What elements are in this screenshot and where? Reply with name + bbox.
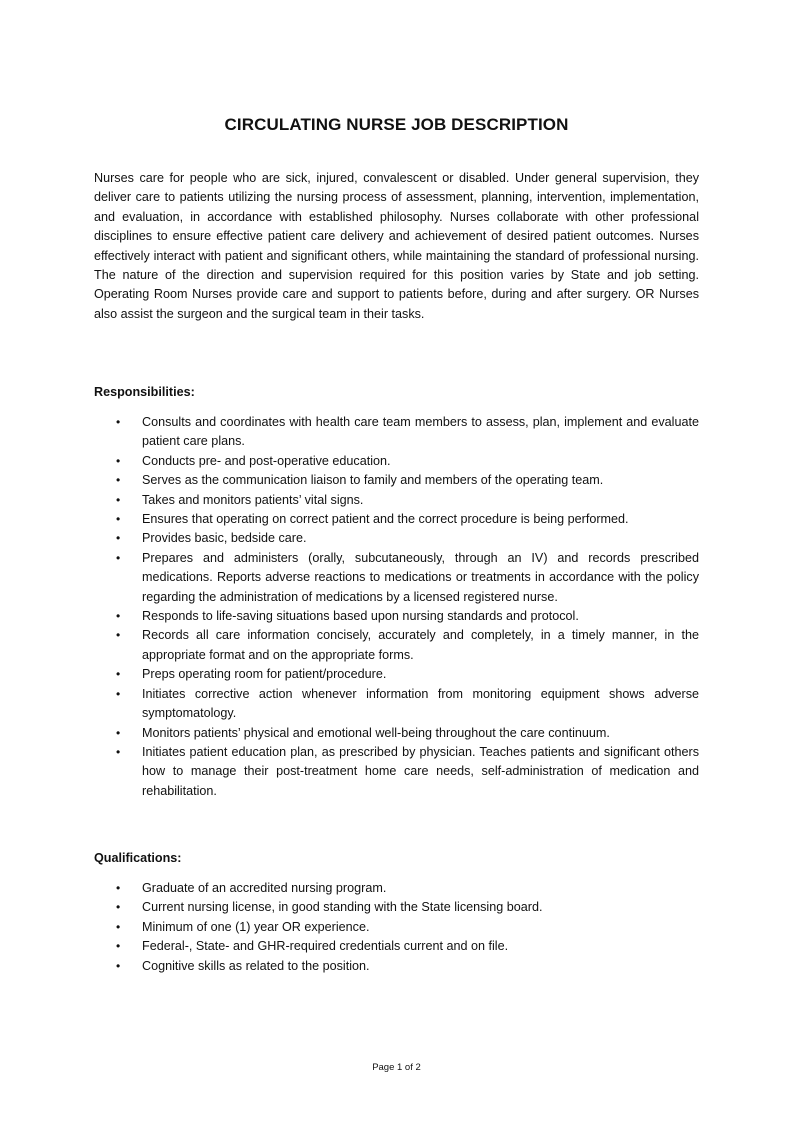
list-item-text: Serves as the communication liaison to family and members of the operating team. [142,473,604,488]
bullet-icon: • [116,492,121,507]
list-item-text: Current nursing license, in good standing with the State licensing board. [142,900,543,915]
qualifications-list [94,879,699,976]
bullet-icon: • [116,531,121,546]
list-item-text: Records all care information concisely, accurately and completely, in a timely manner, in the appropriate format and on the appropriate forms. [142,628,699,662]
bullet-icon: • [116,744,121,759]
bullet-icon: • [116,900,121,915]
list-item-text: Initiates corrective action whenever information from monitoring equipment shows adverse symptomatology. [142,686,699,721]
list-item-text: Provides basic, bedside care. [142,531,307,546]
responsibilities-list [94,413,699,801]
list-item [94,471,699,490]
list-item-text: Conducts pre- and post-operative education. [142,453,391,468]
list-item [94,626,699,665]
bullet-icon: • [116,958,121,973]
list-item [94,549,699,607]
list-item [94,957,699,976]
bullet-icon: • [116,550,121,565]
list-item-text: Consults and coordinates with health care team members to assess, plan, implement and evaluate patient care plans. [142,415,699,449]
qualifications-heading: Qualifications: [94,851,182,865]
bullet-icon: • [116,453,121,468]
list-item [94,879,699,898]
bullet-icon: • [116,473,121,488]
list-item-text: Graduate of an accredited nursing program. [142,881,387,895]
list-item [94,937,699,956]
list-item [94,529,699,548]
page-number: Page 1 of 2 [372,1062,421,1073]
list-item [94,918,699,937]
bullet-icon: • [116,725,121,740]
list-item-text: Federal-, State- and GHR-required credentials current and on file. [142,939,509,954]
list-item-text: Minimum of one (1) year OR experience. [142,919,370,934]
list-item [94,491,699,510]
list-item [94,452,699,471]
list-item-text: Cognitive skills as related to the position. [142,958,370,973]
list-item-text: Initiates patient education plan, as prescribed by physician. Teaches patients and significant others how to manage their post-treatment home care needs, self-administration of medication and rehabilitation. [142,744,699,798]
responsibilities-heading: Responsibilities: [94,385,195,399]
list-item [94,724,699,743]
list-item [94,898,699,917]
bullet-icon: • [116,939,121,954]
list-item-text: Takes and monitors patients’ vital signs. [142,492,364,507]
intro-paragraph: Nurses care for people who are sick, injured, convalescent or disabled. Under general supervision, they deliver care to patients utilizing the nursing process of assessment, planning, intervention, implementation, and evaluation, in accordance with established philosophy. Nurses collaborate with other professional disciplines to ensure effective patient care delivery and achievement of desired patient outcomes. Nurses effectively interact with patient and significant others, while maintaining the standard of professional nursing. The nature of the direction and supervision required for this position varies by State and job setting. Operating Room Nurses provide care and support to patients before, during and after surgery. OR Nurses also assist the surgeon and the surgical team in their tasks. [94,171,699,321]
bullet-icon: • [116,686,121,701]
document-title: CIRCULATING NURSE JOB DESCRIPTION [224,115,569,134]
list-item-text: Monitors patients’ physical and emotional well-being throughout the care continuum. [142,725,610,740]
list-item-text: Preps operating room for patient/procedure. [142,667,387,682]
list-item [94,665,699,684]
list-item-text: Prepares and administers (orally, subcutaneously, through an IV) and records prescribed medications. Reports adverse reactions to medications or treatments in accordance with the policy regarding the administration of medications by a licensed registered nurse. [142,550,699,604]
bullet-icon: • [116,667,121,682]
bullet-icon: • [116,628,121,643]
list-item [94,743,699,801]
list-item [94,607,699,626]
list-item [94,685,699,724]
bullet-icon: • [116,512,121,527]
list-item [94,413,699,452]
bullet-icon: • [116,881,121,895]
list-item [94,510,699,529]
bullet-icon: • [116,919,121,934]
bullet-icon: • [116,415,121,429]
list-item-text: Responds to life-saving situations based upon nursing standards and protocol. [142,609,579,624]
list-item-text: Ensures that operating on correct patient and the correct procedure is being performed. [142,512,629,527]
bullet-icon: • [116,609,121,624]
